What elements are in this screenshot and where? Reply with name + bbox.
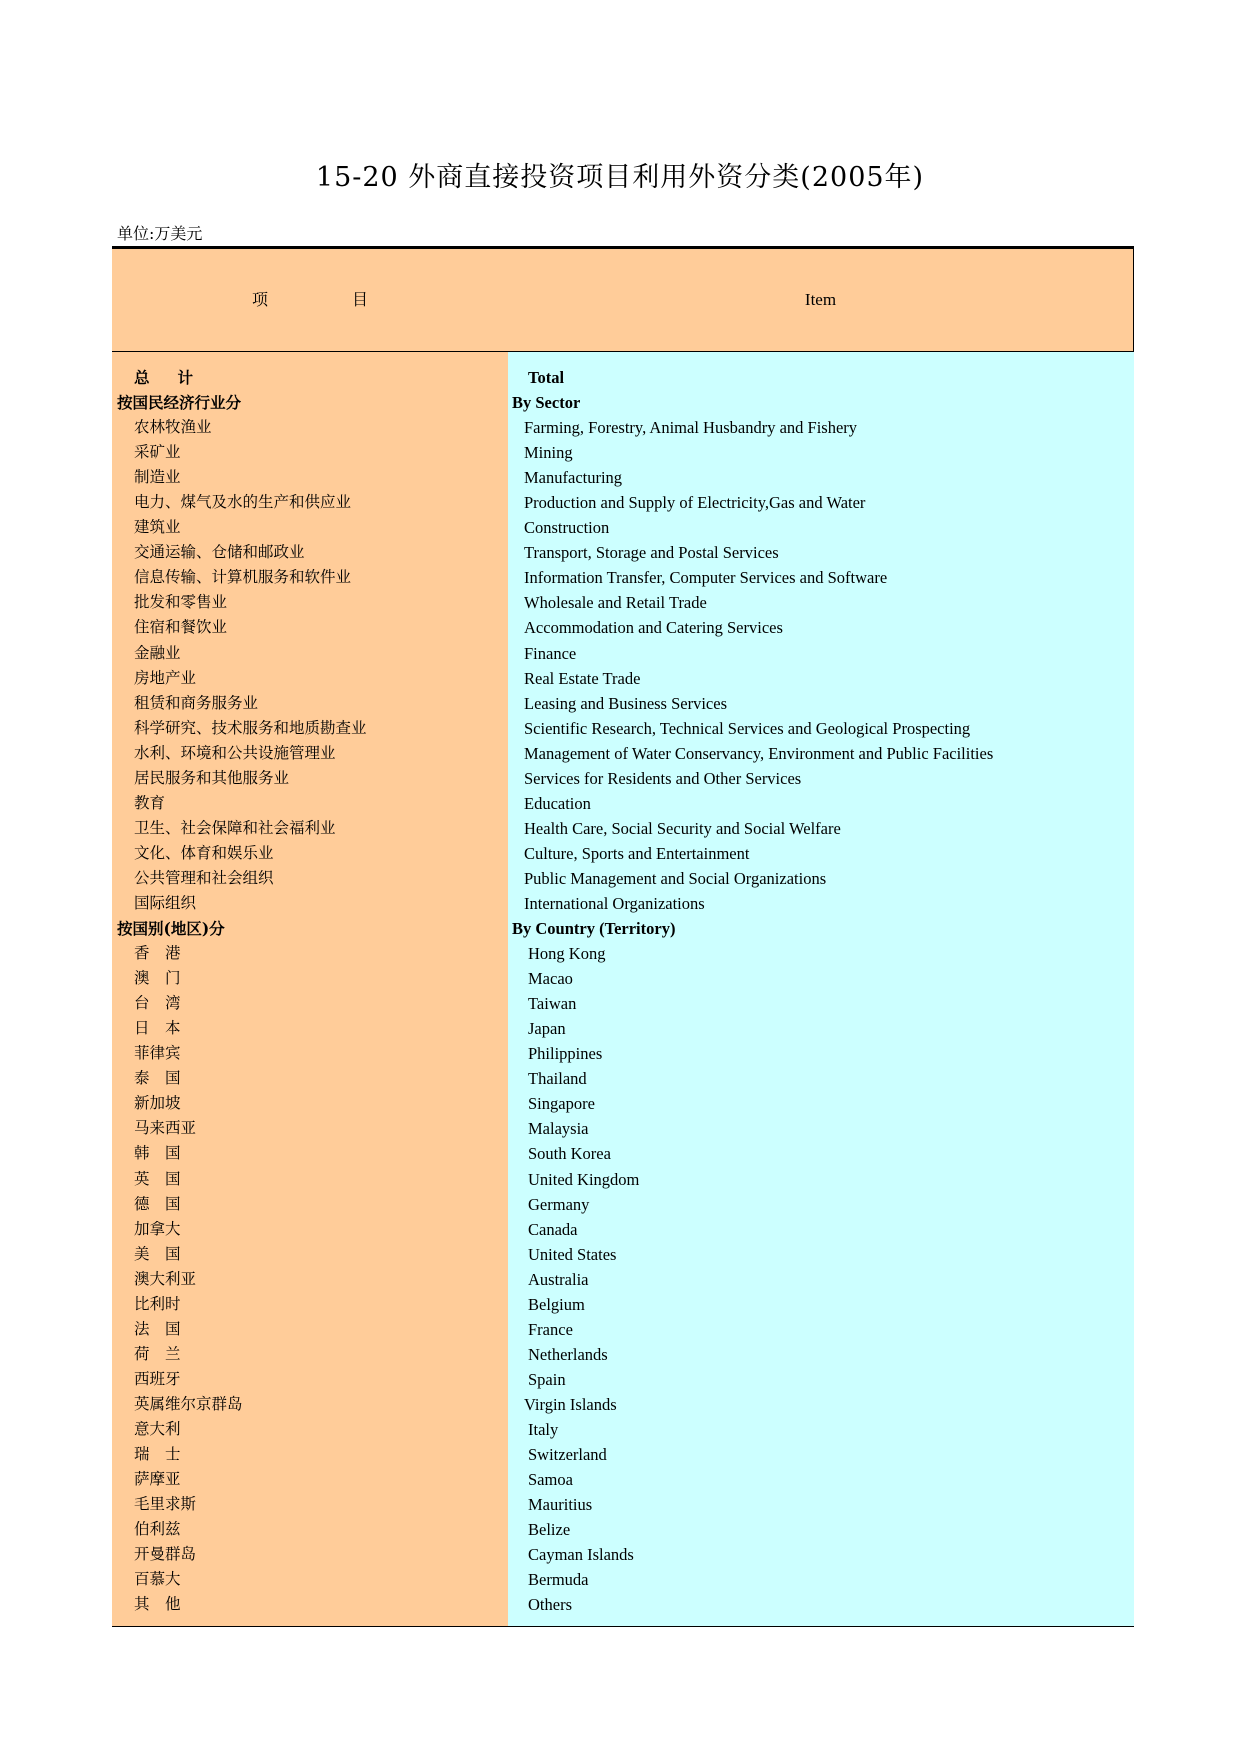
row-label-en: Philippines [528, 1044, 603, 1064]
row-label-en: By Sector [512, 393, 581, 413]
row-label-en: Others [528, 1595, 572, 1615]
row-label-zh: 瑞 士 [134, 1445, 181, 1464]
unit-label: 单位:万美元 [117, 224, 203, 243]
row-label-zh: 国际组织 [134, 893, 197, 912]
row-label-en: Public Management and Social Organizations [524, 868, 827, 888]
row-label-en: Services for Residents and Other Services [524, 768, 802, 788]
row-label-en: Switzerland [528, 1445, 607, 1465]
table-body [112, 352, 1134, 1627]
row-label-zh: 新加坡 [134, 1094, 181, 1113]
row-label-zh: 澳大利亚 [134, 1269, 197, 1288]
row-label-en: South Korea [528, 1144, 611, 1164]
row-label-en: Scientific Research, Technical Services and Geological Prospecting [524, 718, 971, 738]
row-label-zh: 香 港 [134, 944, 181, 963]
row-label-en: Management of Water Conservancy, Environment and Public Facilities [524, 743, 994, 763]
row-label-en: Malaysia [528, 1119, 589, 1139]
row-label-en: Japan [528, 1019, 566, 1039]
row-label-zh: 电力、煤气及水的生产和供应业 [134, 493, 352, 512]
row-label-en: Netherlands [528, 1344, 608, 1364]
row-label-en: Real Estate Trade [524, 668, 641, 688]
row-label-zh: 日 本 [134, 1019, 181, 1038]
row-label-zh: 金融业 [134, 643, 181, 662]
row-label-zh: 总计 [134, 368, 222, 387]
row-label-zh: 农林牧渔业 [134, 418, 212, 437]
row-label-en: Singapore [528, 1094, 595, 1114]
row-label-en: Canada [528, 1219, 578, 1239]
row-label-en: By Country (Territory) [512, 919, 676, 939]
row-label-en: International Organizations [524, 893, 705, 913]
row-label-en: Germany [528, 1194, 590, 1214]
row-label-zh: 信息传输、计算机服务和软件业 [134, 568, 352, 587]
row-label-zh: 制造业 [134, 468, 181, 487]
row-label-zh: 荷 兰 [134, 1344, 181, 1363]
row-label-en: Total [528, 368, 565, 387]
row-label-zh: 百慕大 [134, 1570, 181, 1589]
row-label-en: Accommodation and Catering Services [524, 618, 783, 638]
row-label-zh: 文化、体育和娱乐业 [134, 843, 274, 862]
row-label-zh: 加拿大 [134, 1219, 181, 1238]
row-label-en: Bermuda [528, 1570, 589, 1590]
row-label-en: Finance [524, 643, 577, 663]
row-label-zh: 伯利兹 [134, 1520, 181, 1539]
column-chinese [112, 352, 508, 1626]
row-label-zh: 开曼群岛 [134, 1545, 197, 1564]
row-label-zh: 马来西亚 [134, 1119, 197, 1138]
row-label-en: United Kingdom [528, 1169, 640, 1189]
page-title: 15-20 外商直接投资项目利用外资分类(2005年) [315, 162, 925, 193]
header-item-zh-1: 项 [251, 290, 268, 309]
row-label-zh: 交通运输、仓储和邮政业 [134, 543, 305, 562]
header-item-zh-2: 目 [352, 290, 369, 309]
header-item-en: Item [804, 290, 837, 309]
row-label-zh: 住宿和餐饮业 [134, 618, 228, 637]
row-label-zh: 按国民经济行业分 [117, 393, 242, 413]
row-label-en: Farming, Forestry, Animal Husbandry and Fishery [524, 418, 858, 438]
row-label-zh: 批发和零售业 [134, 593, 228, 612]
row-label-zh: 房地产业 [134, 668, 197, 687]
row-label-en: Mauritius [528, 1495, 593, 1515]
row-label-zh: 西班牙 [134, 1369, 181, 1388]
row-label-en: Belize [528, 1520, 571, 1540]
table-header [112, 246, 1134, 352]
row-label-en: Belgium [528, 1294, 585, 1314]
row-label-en: Hong Kong [528, 944, 606, 964]
row-label-en: Culture, Sports and Entertainment [524, 843, 750, 863]
row-label-zh: 澳 门 [134, 969, 181, 988]
row-label-en: Construction [524, 518, 610, 538]
row-label-en: Cayman Islands [528, 1545, 634, 1565]
row-label-zh: 建筑业 [134, 518, 181, 537]
row-label-zh: 其 他 [134, 1595, 181, 1614]
row-label-zh: 采矿业 [134, 443, 181, 462]
row-label-zh: 法 国 [134, 1319, 181, 1338]
row-label-zh: 毛里求斯 [134, 1495, 197, 1514]
row-label-zh: 菲律宾 [134, 1044, 181, 1063]
row-label-en: Information Transfer, Computer Services and Software [524, 568, 888, 588]
row-label-en: Leasing and Business Services [524, 693, 728, 713]
row-label-en: Health Care, Social Security and Social Welfare [524, 818, 841, 838]
row-label-en: Macao [528, 969, 573, 989]
row-label-zh: 萨摩亚 [134, 1470, 181, 1489]
row-label-zh: 教育 [134, 793, 166, 812]
row-label-zh: 居民服务和其他服务业 [134, 768, 290, 787]
row-label-zh: 美 国 [134, 1244, 181, 1263]
row-label-en: Thailand [528, 1069, 587, 1089]
row-label-zh: 比利时 [134, 1294, 181, 1313]
row-label-zh: 意大利 [134, 1419, 181, 1438]
row-label-zh: 台 湾 [134, 994, 181, 1013]
row-label-en: Australia [528, 1269, 589, 1289]
row-label-en: Manufacturing [524, 468, 623, 488]
row-label-zh: 按国别(地区)分 [117, 919, 225, 939]
row-label-zh: 英 国 [134, 1169, 181, 1188]
row-label-zh: 泰 国 [134, 1069, 181, 1088]
row-label-zh: 卫生、社会保障和社会福利业 [134, 818, 336, 837]
row-label-en: Samoa [528, 1470, 573, 1490]
row-label-en: Wholesale and Retail Trade [524, 593, 707, 613]
header-item-zh [112, 249, 508, 351]
row-label-zh: 公共管理和社会组织 [134, 868, 274, 887]
column-english [508, 352, 1134, 1626]
row-label-en: Education [524, 793, 591, 813]
row-label-zh: 韩 国 [134, 1144, 181, 1163]
row-label-en: Spain [528, 1369, 566, 1389]
row-label-zh: 水利、环境和公共设施管理业 [134, 743, 336, 762]
row-label-en: Mining [524, 443, 573, 463]
row-label-en: Transport, Storage and Postal Services [524, 543, 779, 563]
row-label-en: Virgin Islands [524, 1394, 617, 1414]
row-label-zh: 英属维尔京群岛 [134, 1394, 243, 1413]
row-label-zh: 租赁和商务服务业 [134, 693, 259, 712]
row-label-zh: 德 国 [134, 1194, 181, 1213]
row-label-en: France [528, 1319, 573, 1339]
row-label-en: Taiwan [528, 994, 577, 1014]
data-table [112, 246, 1134, 1627]
row-label-zh: 科学研究、技术服务和地质勘查业 [134, 718, 367, 737]
row-label-en: Production and Supply of Electricity,Gas and Water [524, 493, 866, 513]
row-label-en: United States [528, 1244, 617, 1264]
row-label-en: Italy [528, 1419, 559, 1439]
